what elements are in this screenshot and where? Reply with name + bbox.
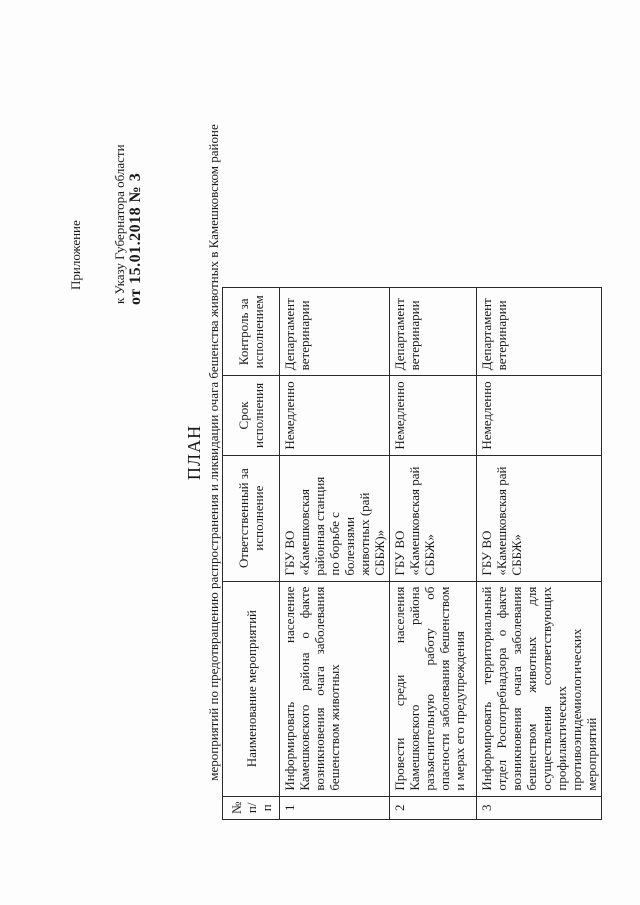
decree-date-number: от 15.01.2018 № 3 (127, 172, 144, 305)
col-header-responsible: Ответственный за исполнение (223, 455, 280, 581)
table-row (280, 288, 390, 820)
row-action: Провести среди населения Камешковского района разъяснительную работу об опасности заболевания бешенством и мерах его предупреждения (390, 581, 477, 796)
row-number: 1 (280, 796, 390, 819)
col-header-number: № п/п (223, 796, 280, 819)
row-control: Департамент ветеринарии (390, 288, 477, 376)
row-responsible: ГБУ ВО «Камешковская районная станция по борьбе с болезнями животных (рай СББЖ)» (280, 455, 390, 581)
col-header-control: Контроль за исполнением (223, 288, 280, 376)
row-responsible: ГБУ ВО «Камешковская рай СББЖ» (390, 455, 477, 581)
plan-subtitle: мероприятий по предотвращению распространения и ликвидации очага бешенства животных в Камешковском районе (206, 124, 221, 781)
appendix-label: Приложение (68, 220, 83, 290)
col-header-deadline: Срок исполнения (223, 376, 280, 455)
row-action: Информировать население Камешковского района о факте возникновения очага заболевания бешенством животных (280, 581, 390, 796)
row-number: 3 (477, 796, 602, 819)
row-control: Департамент ветеринарии (280, 288, 390, 376)
row-deadline: Немедленно (390, 376, 477, 455)
row-deadline: Немедленно (280, 376, 390, 455)
row-number: 2 (390, 796, 477, 819)
table-row (390, 288, 477, 820)
plan-title: ПЛАН (184, 424, 204, 481)
decree-reference: к Указу Губернатора области (112, 144, 127, 304)
row-control: Департамент ветеринарии (477, 288, 602, 376)
row-action: Информировать территориальный отдел Роспотребнадзора о факте возникновения очага заболевания бешенством животных для осуществления соответствующих профилактических противоэпидемиологических мероприятий (477, 581, 602, 796)
row-responsible: ГБУ ВО «Камешковская рай СББЖ» (477, 455, 602, 581)
plan-table (222, 287, 602, 820)
table-row (477, 288, 602, 820)
table-header-row (223, 288, 280, 820)
row-deadline: Немедленно (477, 376, 602, 455)
col-header-action: Наименование мероприятий (223, 581, 280, 796)
